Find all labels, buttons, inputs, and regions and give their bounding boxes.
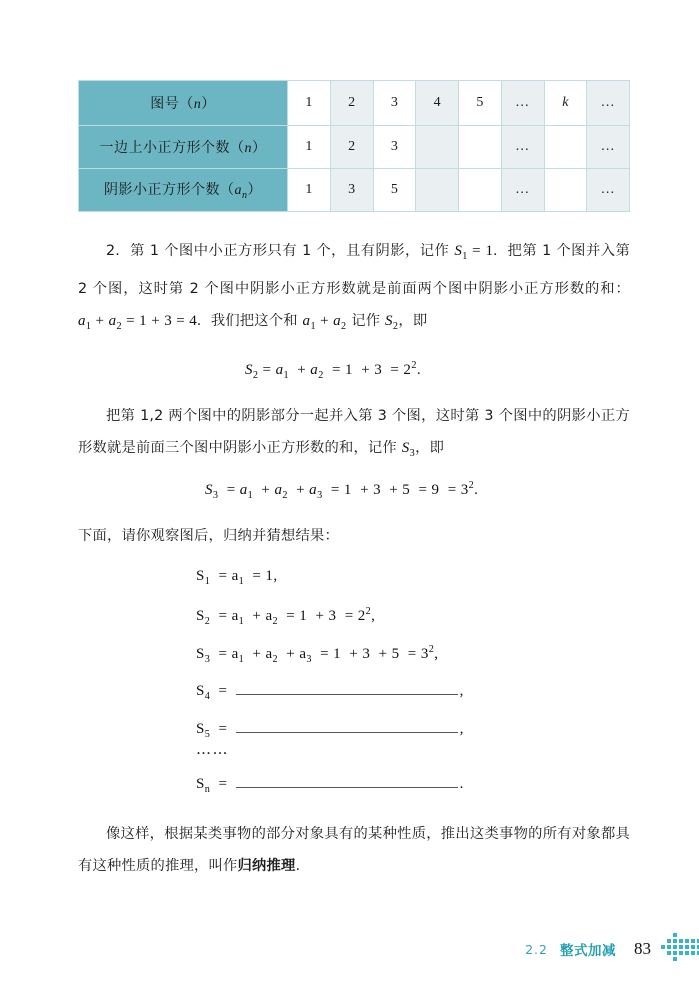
definition-text-after: . — [295, 858, 301, 874]
footer-section-number: 2.2 — [525, 941, 548, 957]
table-cell: … — [587, 81, 630, 126]
table-cell: 1 — [288, 81, 331, 126]
table-cell: 3 — [373, 126, 416, 169]
answer-blank-sn[interactable] — [236, 775, 458, 788]
table-cell: 5 — [373, 169, 416, 212]
table-cell: … — [587, 126, 630, 169]
page-footer — [525, 932, 699, 966]
list-item-sn: $S_n$ = . — [196, 776, 464, 795]
table-cell — [459, 169, 502, 212]
table-cell: 3 — [330, 169, 373, 212]
page-number: 83 — [634, 939, 651, 958]
list-item-s1: $S_1 = a_1 = 1$, — [196, 568, 278, 587]
table-cell: 3 — [373, 81, 416, 126]
table-cell — [459, 126, 502, 169]
definition-term: 归纳推理 — [237, 858, 296, 874]
paragraph-merge-figures: 把第 1,2 两个图中的阴影部分一起并入第 3 个图，这时第 3 个图中的阴影小正方形数就是前面三个图中阴影小正方形数的和，记作 $S_3$，即 — [78, 408, 630, 459]
table-cell: 1 — [288, 169, 331, 212]
table-row — [79, 81, 630, 126]
list-item-s4: $S_4$ = , — [196, 683, 464, 702]
table-cell: 1 — [288, 126, 331, 169]
footer-section-title: 整式加减 — [560, 943, 616, 959]
paragraph-item-2: 2. 第 1 个图中小正方形只有 1 个，且有阴影，记作 $S_1 = 1$. 把第 1 个图并入第 2 个图，这时第 2 个图中阴影小正方形数就是前面两个图中阴影小正方形数的和：$a_1 + a_2 = 1 + 3 = 4$. 我们把这个和 $a_1 + a_2$ 记作 $S_2$，即 — [78, 243, 630, 332]
answer-blank-s4[interactable] — [236, 682, 458, 695]
table-row — [79, 126, 630, 169]
table-cell: … — [501, 81, 544, 126]
list-item-ellipsis: …… — [196, 740, 229, 758]
table-cell: k — [544, 81, 587, 126]
list-item-s5: $S_5$ = , — [196, 721, 464, 740]
table-cell — [544, 126, 587, 169]
table-cell: … — [501, 169, 544, 212]
table-row-header-figure-number: 图号（n） — [79, 81, 288, 126]
answer-blank-s5[interactable] — [236, 720, 458, 733]
formula-s2: $S_2 = a_1 + a_2 = 1 + 3 = 2^2$. — [245, 360, 421, 381]
table-cell: 2 — [330, 126, 373, 169]
table-cell: 5 — [459, 81, 502, 126]
table-cell — [544, 169, 587, 212]
figure-data-table — [78, 80, 630, 212]
paragraph-definition — [78, 818, 630, 882]
diamond-dots-ornament-icon — [657, 932, 699, 966]
table-cell: 2 — [330, 81, 373, 126]
table-cell — [416, 126, 459, 169]
table-row — [79, 169, 630, 212]
formula-s3: $S_3 = a_1 + a_2 + a_3 = 1 + 3 + 5 = 9 = 3^2$. — [205, 480, 479, 501]
definition-text-before: 像这样，根据某类事物的部分对象具有的某种性质，推出这类事物的所有对象都具有这种性质的推理，叫作 — [78, 826, 630, 874]
table-cell: … — [587, 169, 630, 212]
list-item-s3: $S_3 = a_1 + a_2 + a_3 = 1 + 3 + 5 = 3^2$, — [196, 644, 439, 665]
paragraph-observe-prompt: 下面，请你观察图后，归纳并猜想结果： — [78, 528, 339, 544]
table-row-header-shaded-squares: 阴影小正方形个数$(a_n)$ — [79, 169, 288, 212]
table-cell — [416, 169, 459, 212]
list-item-s2: $S_2 = a_1 + a_2 = 1 + 3 = 2^2$, — [196, 606, 376, 627]
table-cell: … — [501, 126, 544, 169]
table-row-header-side-squares: 一边上小正方形个数（n） — [79, 126, 288, 169]
table-cell: 4 — [416, 81, 459, 126]
